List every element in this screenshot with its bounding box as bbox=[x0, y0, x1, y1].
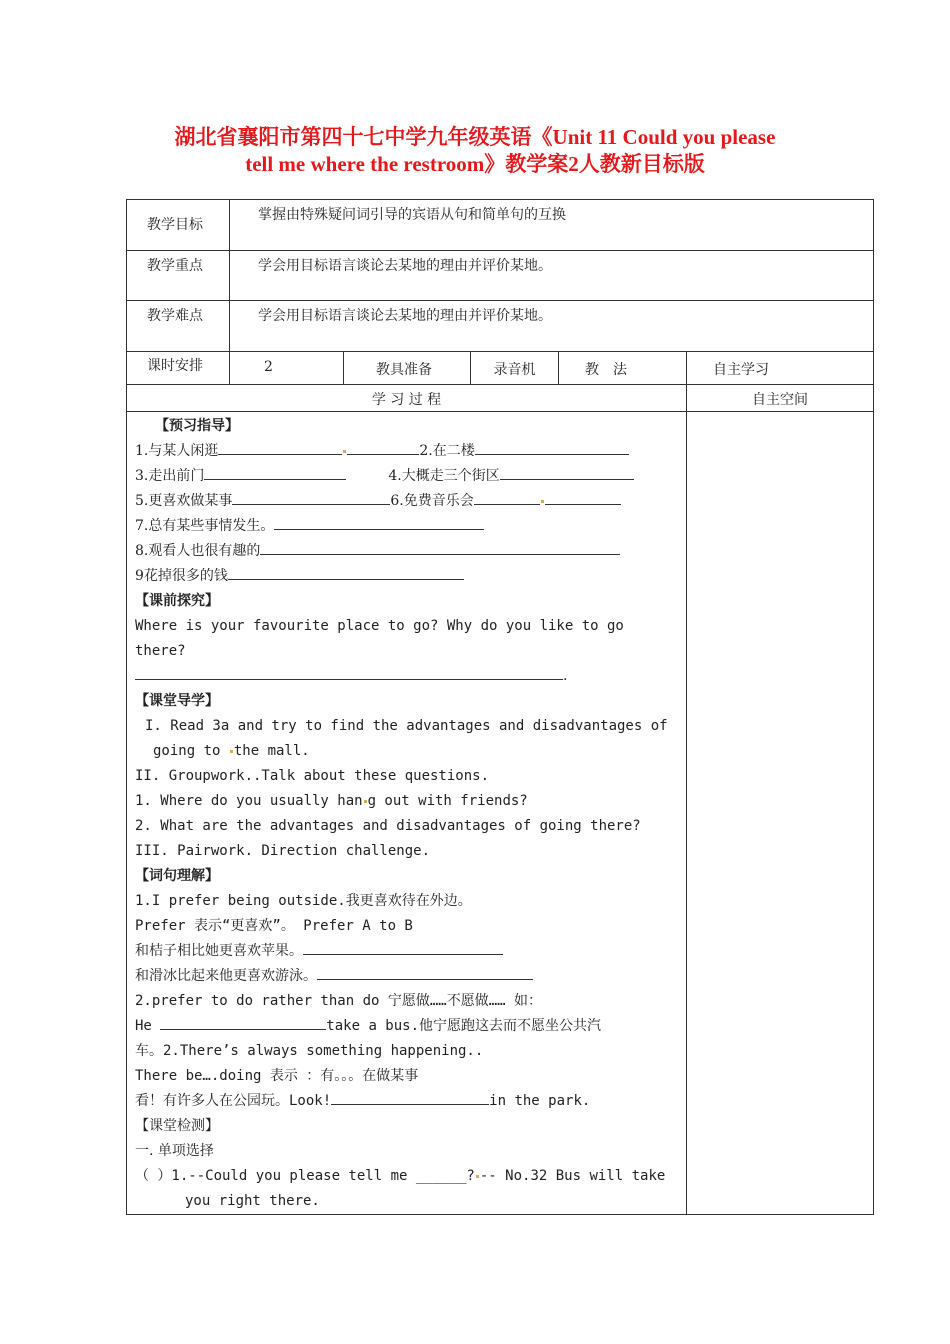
guide-line-2: going to the mall. bbox=[153, 743, 310, 759]
explore-question-2: there? bbox=[135, 643, 186, 659]
tools-label: 教具准备 bbox=[344, 352, 471, 385]
vocab-line-6: He take a bus.他宁愿跑这去而不愿坐公共汽 bbox=[135, 1014, 686, 1039]
guide-line-1: I. Read 3a and try to find the advantages and disadvantages of bbox=[145, 718, 668, 734]
preview-item-6: 6.免费音乐会 bbox=[390, 493, 474, 509]
explore-question-1: Where is your favourite place to go? Why do you like to go bbox=[135, 618, 624, 634]
vocab-line-3: 和桔子相比她更喜欢苹果。 bbox=[135, 939, 686, 964]
preview-item-2: 2.在二楼 bbox=[419, 443, 475, 459]
method-value: 自主学习 bbox=[687, 352, 874, 385]
title-line-2: tell me where the restroom》教学案2人教新目标版 bbox=[245, 152, 705, 176]
preview-item-3: 3.走出前门 bbox=[135, 468, 205, 484]
guide-line-3: II. Groupwork..Talk about these questions. bbox=[135, 768, 490, 784]
lesson-plan-table bbox=[126, 199, 874, 1215]
preview-line-6 bbox=[135, 564, 686, 589]
vocab-line-9: 看！有许多人在公园玩。Look! in the park. bbox=[135, 1089, 686, 1114]
process-header: 学 习 过 程 bbox=[127, 385, 687, 412]
explore-heading: 【课前探究】 bbox=[135, 593, 219, 609]
focus-value: 学会用目标语言谈论去某地的理由并评价某地。 bbox=[230, 251, 874, 301]
guide-heading: 【课堂导学】 bbox=[135, 693, 219, 709]
preview-line-4 bbox=[135, 514, 686, 539]
preview-line-5 bbox=[135, 539, 686, 564]
preview-item-4: 4.大概走三个街区 bbox=[388, 468, 500, 484]
hours-label: 课时安排 bbox=[127, 352, 230, 385]
preview-line-2 bbox=[135, 464, 686, 489]
preview-line-3 bbox=[135, 489, 686, 514]
explore-answer-line: . bbox=[135, 664, 686, 689]
method-label: 教 法 bbox=[559, 352, 687, 385]
vocab-line-1: 1.I prefer being outside.我更喜欢待在外边。 bbox=[135, 893, 472, 909]
row-focus bbox=[127, 251, 874, 301]
process-content bbox=[127, 412, 687, 1215]
preview-line-1 bbox=[135, 439, 686, 464]
vocab-line-7: 车。2.There’s always something happening.. bbox=[135, 1043, 484, 1059]
hours-value: 2 bbox=[230, 352, 344, 385]
preview-item-8: 8.观看人也很有趣的 bbox=[135, 543, 261, 559]
difficulty-value: 学会用目标语言谈论去某地的理由并评价某地。 bbox=[230, 301, 874, 352]
row-section-headers bbox=[127, 385, 874, 412]
title-line-1: 湖北省襄阳市第四十七中学九年级英语《Unit 11 Could you please bbox=[174, 125, 776, 149]
check-question-1: （ ）1.--Could you please tell me ______? -- No.32 Bus will take bbox=[135, 1168, 666, 1184]
tools-value: 录音机 bbox=[471, 352, 559, 385]
preview-item-9: 9花掉很多的钱 bbox=[135, 568, 228, 584]
preview-item-5: 5.更喜欢做某事 bbox=[135, 493, 233, 509]
document-title bbox=[0, 124, 950, 178]
vocab-line-4: 和滑冰比起来他更喜欢游泳。 bbox=[135, 964, 686, 989]
guide-line-6: III. Pairwork. Direction challenge. bbox=[135, 843, 431, 859]
goal-value: 掌握由特殊疑问词引导的宾语从句和简单句的互换 bbox=[230, 200, 874, 251]
vocab-line-5: 2.prefer to do rather than do 宁愿做……不愿做…… 如： bbox=[135, 993, 543, 1009]
check-subheading: 一. 单项选择 bbox=[135, 1143, 214, 1159]
difficulty-label: 教学难点 bbox=[127, 301, 230, 352]
check-heading: 【课堂检测】 bbox=[135, 1118, 219, 1134]
vocab-line-2: Prefer 表示“更喜欢”。 Prefer A to B bbox=[135, 918, 413, 934]
row-content bbox=[127, 412, 874, 1215]
row-hours bbox=[127, 352, 874, 385]
self-study-space bbox=[687, 412, 874, 1215]
check-question-1-cont: you right there. bbox=[185, 1193, 320, 1209]
space-header: 自主空间 bbox=[687, 385, 874, 412]
vocab-line-8: There be….doing 表示 ：有。。。在做某事 bbox=[135, 1068, 419, 1084]
row-difficulty bbox=[127, 301, 874, 352]
preview-item-7: 7.总有某些事情发生。 bbox=[135, 518, 275, 534]
preview-item-1: 1.与某人闲逛 bbox=[135, 443, 219, 459]
focus-label: 教学重点 bbox=[127, 251, 230, 301]
preview-heading: 【预习指导】 bbox=[155, 418, 239, 434]
goal-label: 教学目标 bbox=[127, 200, 230, 251]
vocab-heading: 【词句理解】 bbox=[135, 868, 219, 884]
guide-line-5: 2. What are the advantages and disadvantages of going there? bbox=[135, 818, 641, 834]
guide-line-4: 1. Where do you usually han g out with friends? bbox=[135, 793, 528, 809]
row-goal bbox=[127, 200, 874, 251]
